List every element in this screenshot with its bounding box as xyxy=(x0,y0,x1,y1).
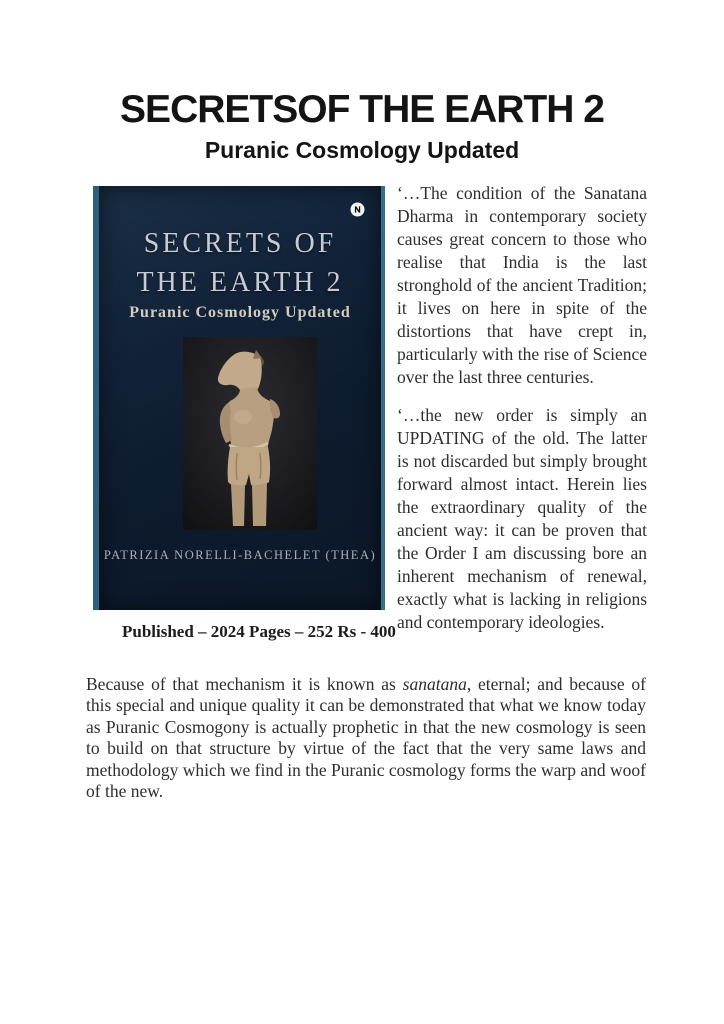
publisher-n-logo-icon xyxy=(350,202,365,217)
page-title: SECRETSOF THE EARTH 2 xyxy=(120,88,604,132)
cover-author: PATRIZIA NORELLI-BACHELET (THEA) xyxy=(103,548,377,562)
quote-column xyxy=(397,182,647,649)
page-subtitle: Puranic Cosmology Updated xyxy=(204,137,520,164)
statue-photo xyxy=(183,337,317,530)
book-cover-image xyxy=(93,186,385,610)
closing-text-after: , eternal; and because of this special and unique quality it can be demonstrated that what we know today as Puranic Cosmogony is actually prophetic in that the new cosmology is seen to build on that structure by virtue of the fact that the very same laws and methodology which we find in the Puranic cosmology forms the warp and woof of the new. xyxy=(86,673,646,801)
quote-paragraph-2: ‘…the new order is simply an UPDATING of the old. The latter is not discarded but simply brought forward almost intact. Herein lies the extraordinary quality of the ancient way: it can be proven that the Order I am discussing bore an inherent mechanism of renewal, exactly what is lacking in religions and contemporary ideologies. xyxy=(397,405,647,632)
cover-title-line2: THE EARTH 2 xyxy=(136,267,344,298)
closing-text-before: Because of that mechanism it is known as xyxy=(86,673,403,694)
publication-info: Published – 2024 Pages – 252 Rs - 400 xyxy=(122,622,396,641)
quote-paragraph-1: ‘…The condition of the Sanatana Dharma in contemporary society causes great concern to those who realise that India is the last stronghold of the ancient Tradition; it lives on here in spite of the distortions that have crept in, particularly with the rise of Science over the last three centuries. xyxy=(397,183,647,387)
cover-subtitle: Puranic Cosmology Updated xyxy=(129,304,351,321)
closing-paragraph xyxy=(86,674,646,803)
closing-italic-word: sanatana xyxy=(402,673,467,694)
cover-title-line1: SECRETS OF xyxy=(143,228,337,259)
